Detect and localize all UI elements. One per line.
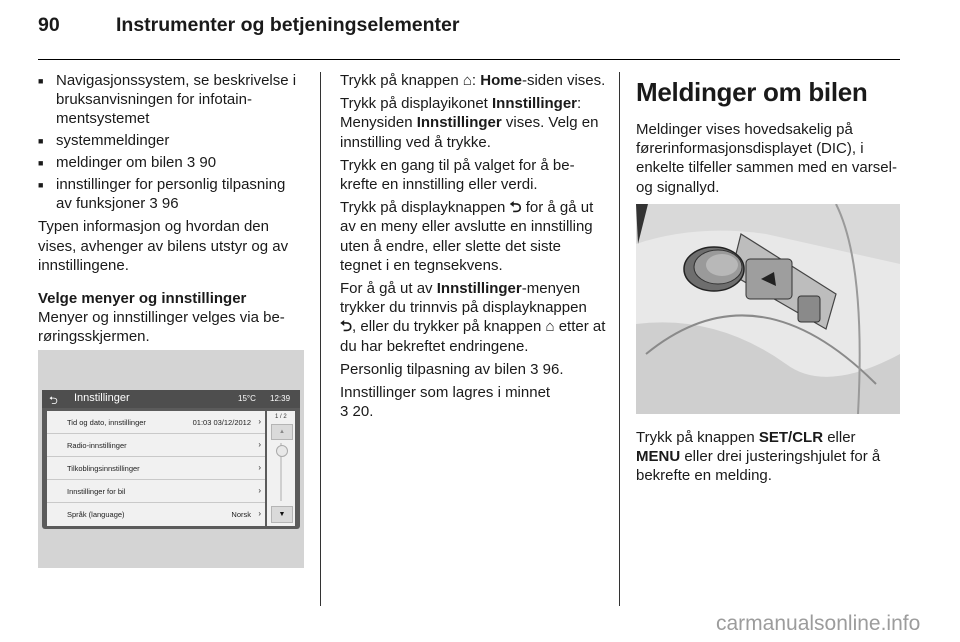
bullet-item [38, 175, 304, 213]
screen-title: Innstillinger [74, 392, 130, 404]
subheading: Velge menyer og innstillinger [38, 290, 247, 308]
list-item-value: Norsk [231, 510, 251, 519]
chevron-right-icon: › [258, 440, 261, 449]
list-item [47, 434, 265, 457]
scroll-up-button: ▲ [271, 424, 293, 440]
list-item [47, 480, 265, 503]
paragraph: For å gå ut av Innstillinger-menyen trykker du trinnvis på displayknappen ⮌, eller du trykker på knappen ⌂ etter at du har bekreftet endringene. [340, 280, 606, 355]
watermark: carmanualsonline.info [716, 612, 921, 635]
list-item [47, 457, 265, 480]
column-2 [340, 71, 606, 425]
display-screen [42, 390, 300, 529]
bullet-square-icon: ■ [38, 76, 44, 86]
page-ref-link[interactable]: 96 [161, 195, 179, 213]
page-ref-link[interactable]: 96. [542, 360, 564, 378]
column-3 [636, 78, 902, 201]
paragraph: Innstillinger som lagres i minnet 3 20. [340, 384, 551, 421]
paragraph: Menyer og innstillinger velges via berøringsskjermen. [38, 309, 285, 346]
chevron-right-icon: › [258, 486, 261, 495]
clock: 12:39 [270, 394, 291, 403]
scrollbar-thumb [276, 445, 288, 457]
list-item-label: Tid og dato, innstillinger [67, 418, 146, 427]
page-ref-icon: 3 [530, 360, 539, 378]
back-arrow-icon: ⮌ [340, 318, 353, 336]
bullet-item [38, 131, 304, 151]
screen-header [42, 390, 300, 408]
paragraph: Trykk på displayikonet Innstillinger: Menysiden Innstillinger vises. Velg en innstilling ved å trykke. [340, 95, 599, 151]
list-item-label: Radio-innstillinger [67, 441, 127, 450]
temperature: 15°C [238, 394, 256, 403]
bullet-item [38, 153, 304, 173]
list-item-label: Tilkoblingsinnstillinger [67, 464, 140, 473]
bullet-square-icon: ■ [38, 135, 44, 146]
bullet-text: innstillinger for personlig tilpasning av funksjoner [56, 176, 286, 213]
paragraph: Trykk på displayknappen ⮌ for å gå ut av en meny eller avslutte en innstilling uten å endre, eller slette det siste tegnet i en tegnsekvens. [340, 199, 594, 274]
home-icon: ⌂ [545, 318, 555, 336]
page-header [38, 14, 460, 37]
page-ref-icon: 3 [149, 195, 158, 213]
chevron-right-icon: › [258, 509, 261, 518]
section-heading: Meldinger om bilen [636, 77, 868, 107]
bullet-square-icon: ■ [38, 157, 44, 168]
scroll-panel [267, 411, 295, 526]
page-ref-icon: 3 [186, 153, 196, 171]
page-indicator: 1 / 2 [275, 414, 287, 420]
paragraph: Trykk på knappen ⌂: Home-siden vises. [340, 72, 606, 89]
steering-column-stalk-image [636, 204, 900, 414]
paragraph: Trykk på knappen SET/CLR eller MENU eller drei justeringshjulet for å bekrefte en melding. [636, 429, 881, 485]
column-1 [38, 71, 304, 351]
bullet-square-icon: ■ [38, 180, 44, 191]
list-item [47, 411, 265, 434]
chevron-right-icon: › [258, 417, 261, 426]
list-item-label: Innstillinger for bil [67, 487, 126, 496]
page-ref-link[interactable]: 20. [352, 403, 374, 421]
list-item-value: 01:03 03/12/2012 [192, 418, 251, 427]
list-item [47, 503, 265, 525]
page-ref-icon: 3 [340, 403, 349, 421]
home-icon: ⌂ [462, 72, 472, 89]
bullet-text: meldinger om bilen [56, 153, 183, 171]
touchscreen-image [38, 350, 304, 568]
header-rule [38, 59, 900, 60]
scroll-down-button: ▼ [271, 506, 293, 523]
column-divider [619, 72, 620, 606]
paragraph: Personlig tilpasning av bilen 3 96. [340, 360, 564, 378]
page-number: 90 [38, 14, 60, 36]
bullet-text: systemmeldinger [56, 131, 170, 149]
paragraph: Meldinger vises hovedsakelig på førerinformasjonsdisplayet (DIC), i enkelte tilfeller sammen med en varsel- og signallyd. [636, 121, 897, 196]
paragraph: Trykk en gang til på valget for å bekrefte en innstilling eller verdi. [340, 156, 575, 194]
column-3-lower [636, 428, 902, 490]
bullet-text: Navigasjonssystem, se beskrivelse i bruksanvisningen for infotainmentsystemet [56, 72, 297, 128]
column-divider [320, 72, 321, 606]
list-item-label: Språk (language) [67, 510, 125, 519]
settings-list [47, 411, 265, 526]
chevron-right-icon: › [258, 463, 261, 472]
page-ref-link[interactable]: 90 [199, 153, 217, 171]
back-arrow-icon: ⮌ [49, 395, 58, 407]
bullet-item [38, 71, 304, 129]
page-title: Instrumenter og betjeningselementer [116, 14, 460, 36]
paragraph: Typen informasjon og hvordan den vises, avhenger av bilens utstyr og av innstillingene. [38, 218, 289, 274]
back-arrow-icon: ⮌ [509, 199, 522, 217]
